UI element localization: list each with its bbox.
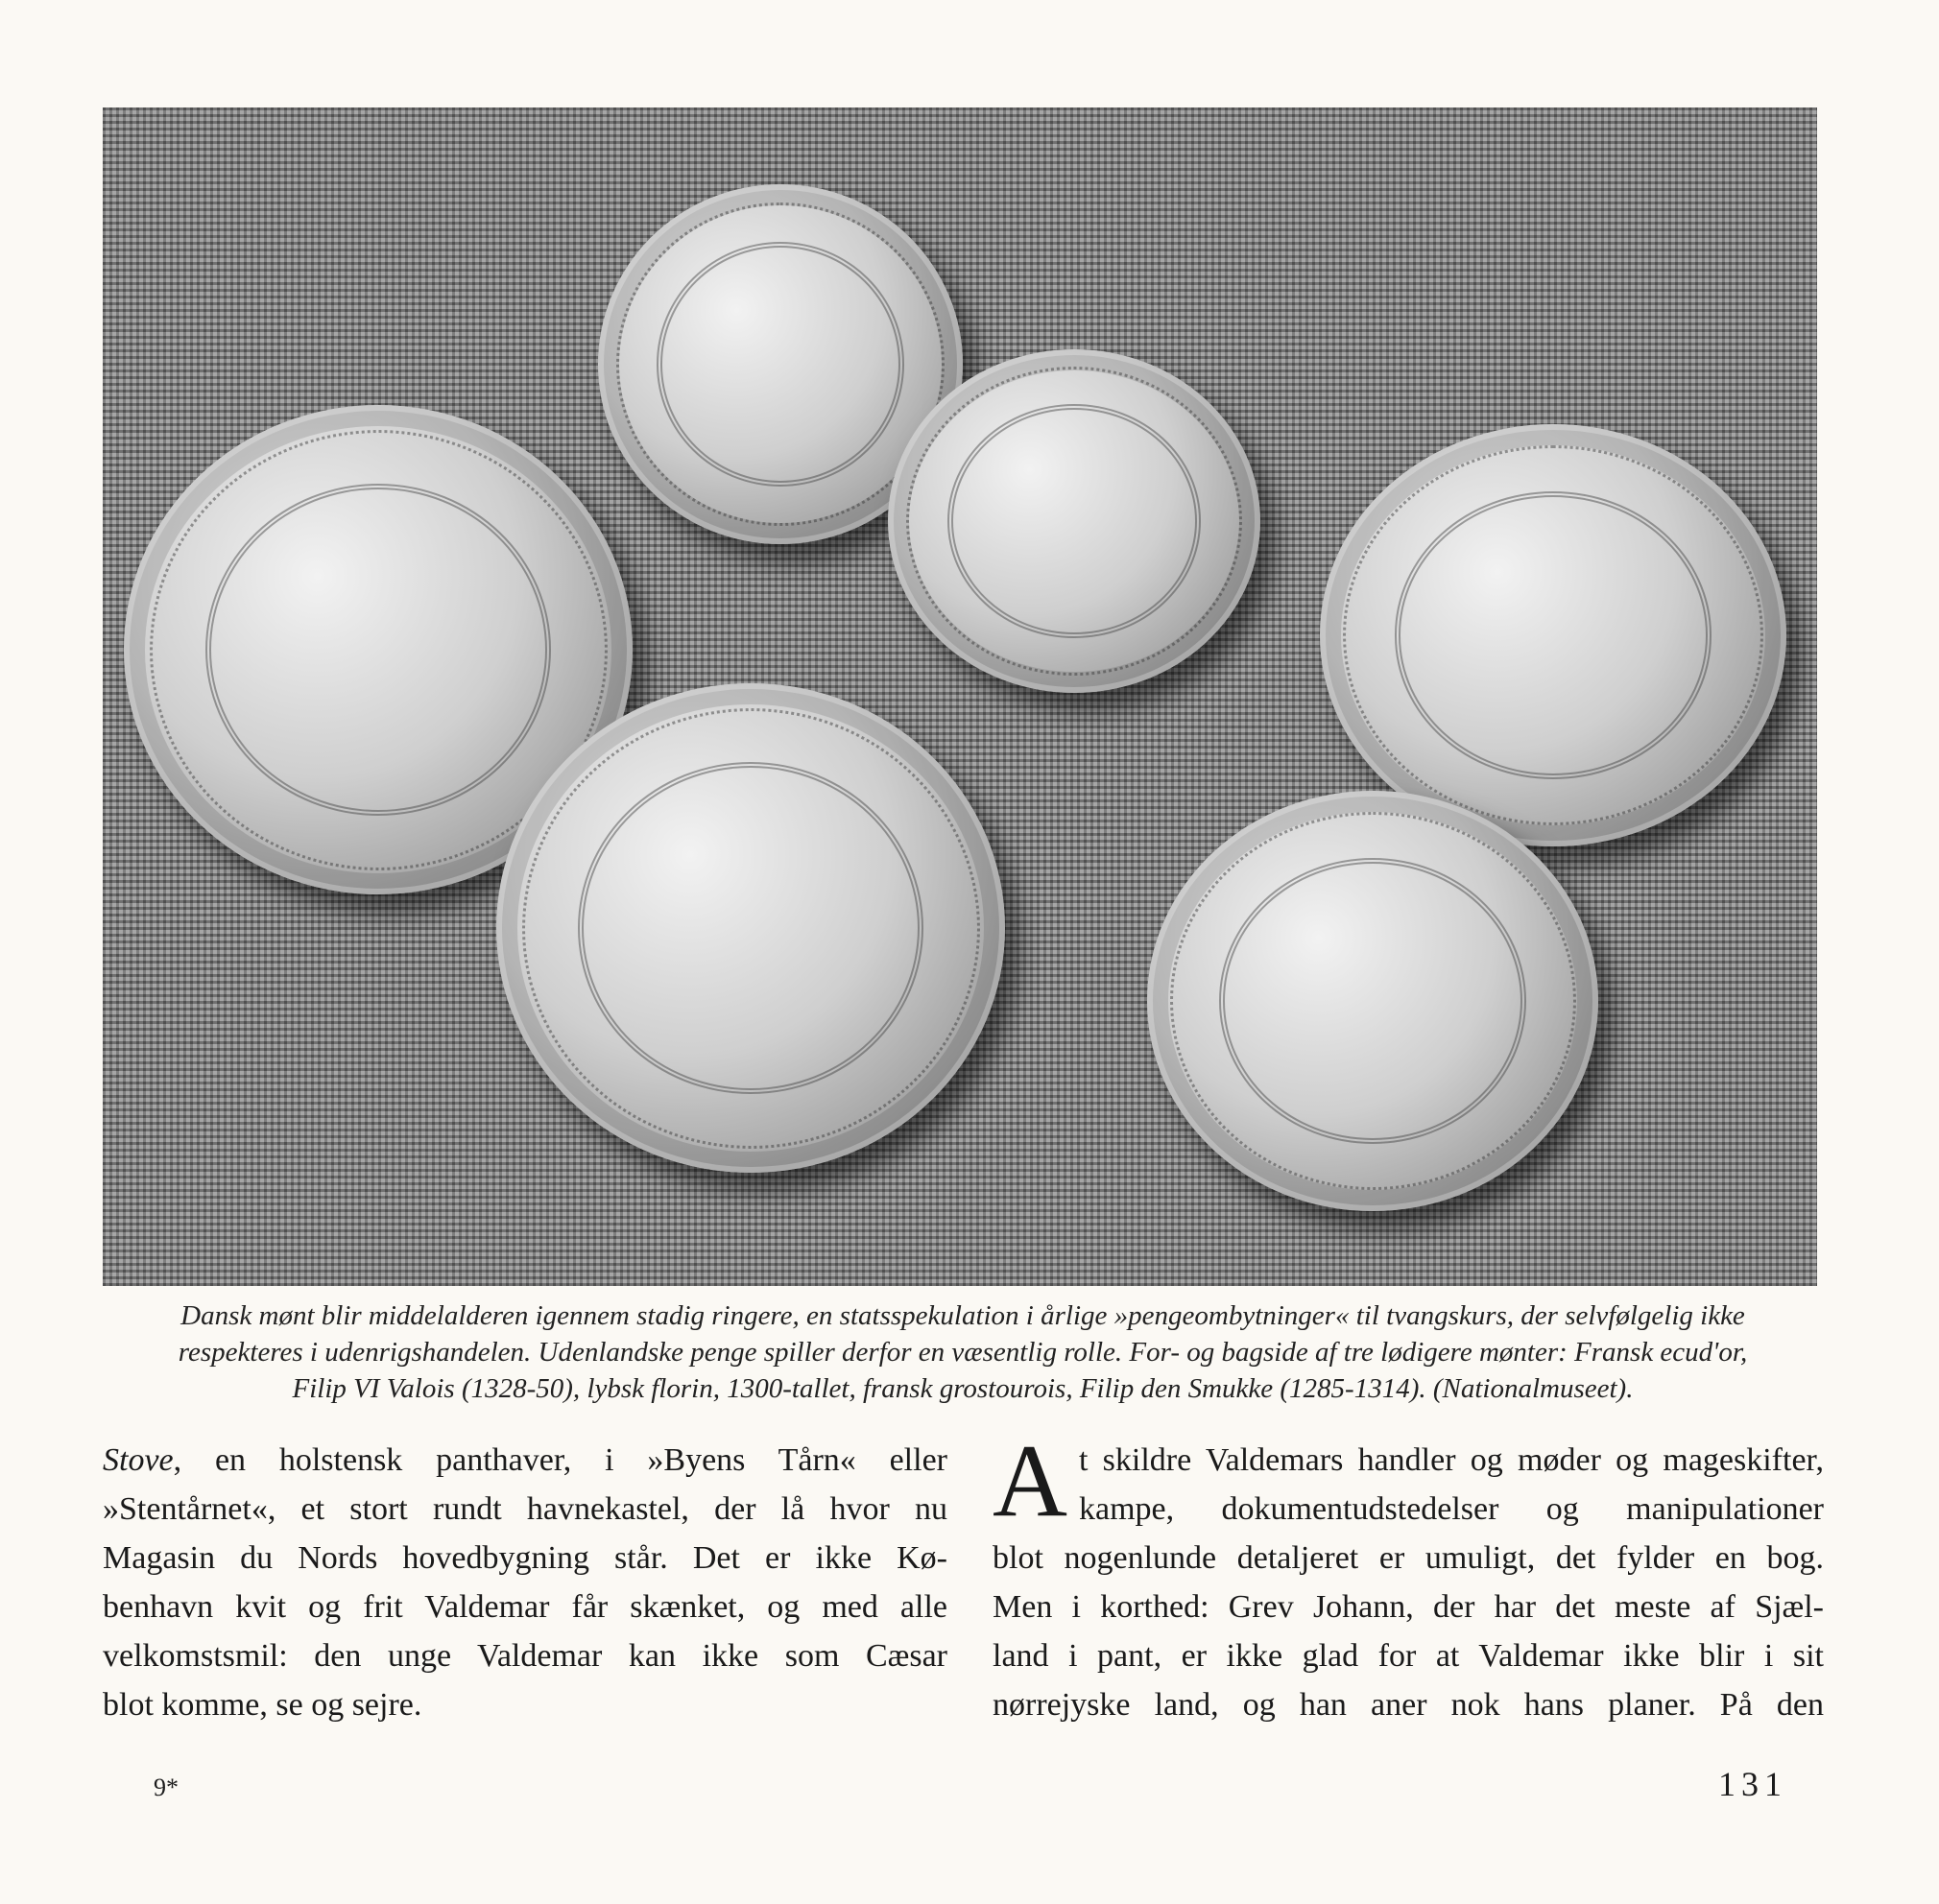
caption-line: Filip VI Valois (1328-50), lybsk florin, 1300-tallet, fransk grostourois, Filip den Smukke (1285-1314). (Nationalmuseet). (292, 1373, 1634, 1404)
photo-caption (103, 1297, 1823, 1407)
text-line: t skildre Valdemars handler og møder og mageskifter, (1079, 1442, 1824, 1478)
coin-gros-tournois-obverse (1320, 424, 1786, 846)
text-line: nørrejyske land, og han aner nok hans planer. På den (993, 1687, 1824, 1723)
coin-ecu-dor-reverse (496, 683, 1005, 1173)
signature-mark: 9* (154, 1773, 179, 1801)
text-line: Stove, en holstensk panthaver, i »Byens Tårn« eller (103, 1442, 947, 1478)
italic-name: Stove (103, 1442, 174, 1478)
coin-photograph (103, 107, 1817, 1286)
text-line: benhavn kvit og frit Valdemar får skænket, og med alle (103, 1589, 947, 1625)
text-line: Magasin du Nords hovedbygning står. Det er ikke Kø- (103, 1540, 947, 1576)
drop-cap: A (993, 1424, 1067, 1538)
coin-lubeck-florin-reverse (888, 349, 1260, 693)
page-number: 131 (1718, 1765, 1787, 1803)
text-line: »Stentårnet«, et stort rundt havnekastel, der lå hvor nu (103, 1491, 947, 1527)
left-text-column (103, 1436, 947, 1729)
text-line: blot nogenlunde detaljeret er umuligt, det fylder en bog. (993, 1540, 1824, 1576)
caption-line: Dansk mønt blir middelalderen igennem stadig ringere, en statsspekulation i årlige »pengeombytninger« til tvangskurs, der selvfølgelig ikke (180, 1300, 1745, 1331)
coin-gros-tournois-reverse (1147, 791, 1598, 1211)
right-text-column (993, 1424, 1824, 1729)
text-line: kampe, dokumentudstedelser og manipulationer (1079, 1491, 1824, 1527)
caption-line: respekteres i udenrigshandelen. Udenlandske penge spiller derfor en væsentlig rolle. For- og bagside af tre lødigere mønter: Fransk ecud'or, (178, 1337, 1748, 1368)
text-line: land i pant, er ikke glad for at Valdemar ikke blir i sit (993, 1638, 1824, 1674)
text-line: velkomstsmil: den unge Valdemar kan ikke som Cæsar (103, 1638, 947, 1674)
text-line: Men i korthed: Grev Johann, der har det meste af Sjæl- (993, 1589, 1824, 1625)
text-line: blot komme, se og sejre. (103, 1687, 422, 1723)
